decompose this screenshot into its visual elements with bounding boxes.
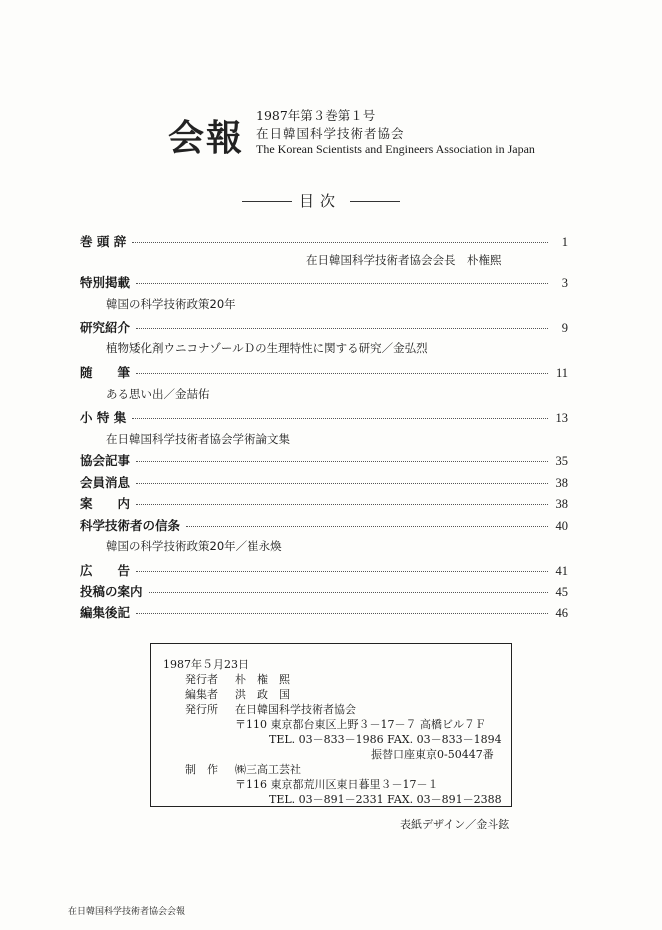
toc-entry-page: 9: [561, 321, 568, 335]
toc-entry-label: 小 特 集: [80, 410, 127, 425]
toc-entry-label: 編集後記: [80, 605, 131, 620]
toc-entry: [80, 561, 568, 579]
toc-entry: [80, 451, 568, 469]
toc-entry: [80, 582, 568, 600]
printer-address: 〒116 東京都荒川区東日暮里３－17－１: [235, 778, 439, 791]
toc-entry: [80, 363, 568, 381]
toc-entry-label: 投稿の案内: [80, 584, 143, 599]
toc-entry-page: 45: [555, 585, 568, 599]
toc-entry: [80, 494, 568, 512]
toc-entry-label: 科学技術者の信条: [80, 518, 181, 533]
journal-logo: 会報: [168, 117, 245, 159]
toc-entry-sub: 在日韓国科学技術者協会学術論文集: [106, 432, 290, 446]
toc-entry-page: 38: [555, 476, 568, 490]
toc-entry: [80, 232, 568, 250]
organization-name-en: The Korean Scientists and Engineers Association in Japan: [256, 142, 535, 156]
printer-label: 制 作: [185, 763, 218, 776]
toc-leader: [136, 483, 548, 484]
toc-entry-sub: 在日韓国科学技術者協会会長 朴権熙: [306, 253, 502, 267]
toc-entry: [80, 318, 568, 336]
toc-entry-label: 研究紹介: [80, 320, 131, 335]
toc-entry-label: 随 筆: [80, 365, 131, 380]
toc-leader: [136, 283, 548, 284]
publisher-label: 発行者: [185, 673, 218, 686]
toc-entry-sub: 韓国の科学技術政策20年／崔永煥: [106, 539, 282, 553]
toc-entry: [80, 408, 568, 426]
toc-entry-label: 案 内: [80, 496, 131, 511]
toc-leader: [149, 592, 548, 593]
toc-leader: [132, 242, 548, 243]
toc-entry: [80, 273, 568, 291]
toc-title-rule-right: [350, 201, 400, 202]
office-tel: TEL. 03－833－1986 FAX. 03－833－1894: [269, 733, 502, 746]
toc-leader: [132, 418, 548, 419]
printer-tel: TEL. 03－891－2331 FAX. 03－891－2388: [269, 793, 502, 806]
toc-leader: [136, 461, 548, 462]
cover-design-credit: 表紙デザイン／金斗鉉: [400, 818, 510, 831]
printer-name: ㈱三高工芸社: [235, 763, 301, 776]
toc-entry-page: 1: [561, 235, 568, 249]
office-transfer-account: 振替口座東京0-50447番: [371, 748, 494, 761]
publication-date: 1987年５月23日: [163, 658, 249, 671]
toc-entry-page: 35: [555, 454, 568, 468]
toc-entry: [80, 473, 568, 491]
editor-label: 編集者: [185, 688, 218, 701]
editor-name: 洪 政 国: [235, 688, 290, 701]
toc-entry: [80, 516, 568, 534]
toc-entry-page: 13: [555, 411, 568, 425]
office-address: 〒110 東京都台東区上野３－17－７ 高橋ビル７Ｆ: [235, 718, 486, 731]
toc-leader: [186, 526, 548, 527]
office-label: 発行所: [185, 703, 218, 716]
colophon-box: [150, 643, 512, 807]
office-name: 在日韓国科学技術者協会: [235, 703, 356, 716]
toc-entry-sub: ある思い出／金喆佑: [106, 387, 210, 401]
toc-entry-label: 協会記事: [80, 453, 131, 468]
publisher-name: 朴 権 熙: [235, 673, 290, 686]
toc-title: 目次: [298, 192, 341, 210]
toc-entry-page: 38: [555, 497, 568, 511]
toc-entry-sub: 韓国の科学技術政策20年: [106, 297, 236, 311]
toc-leader: [136, 373, 548, 374]
toc-entry-label: 広 告: [80, 563, 131, 578]
toc-entry: [80, 603, 568, 621]
organization-name-ja: 在日韓国科学技術者協会: [256, 126, 405, 141]
toc-entry-label: 会員消息: [80, 475, 131, 490]
toc-entry-page: 46: [555, 606, 568, 620]
page-footer: 在日韓国科学技術者協会会報: [68, 907, 186, 917]
toc-leader: [136, 504, 548, 505]
toc-leader: [136, 613, 548, 614]
toc-entry-sub: 植物矮化剤ウニコナゾールＤの生理特性に関する研究／金弘烈: [106, 341, 428, 355]
issue-number: 1987年第３巻第１号: [256, 108, 376, 123]
toc-leader: [136, 328, 548, 329]
toc-entry-label: 特別掲載: [80, 275, 131, 290]
toc-leader: [136, 571, 548, 572]
toc-entry-page: 3: [561, 276, 568, 290]
toc-entry-label: 巻 頭 辞: [80, 234, 127, 249]
toc-entry-page: 11: [555, 366, 568, 380]
toc-entry-page: 41: [555, 564, 568, 578]
toc-entry-page: 40: [555, 519, 568, 533]
